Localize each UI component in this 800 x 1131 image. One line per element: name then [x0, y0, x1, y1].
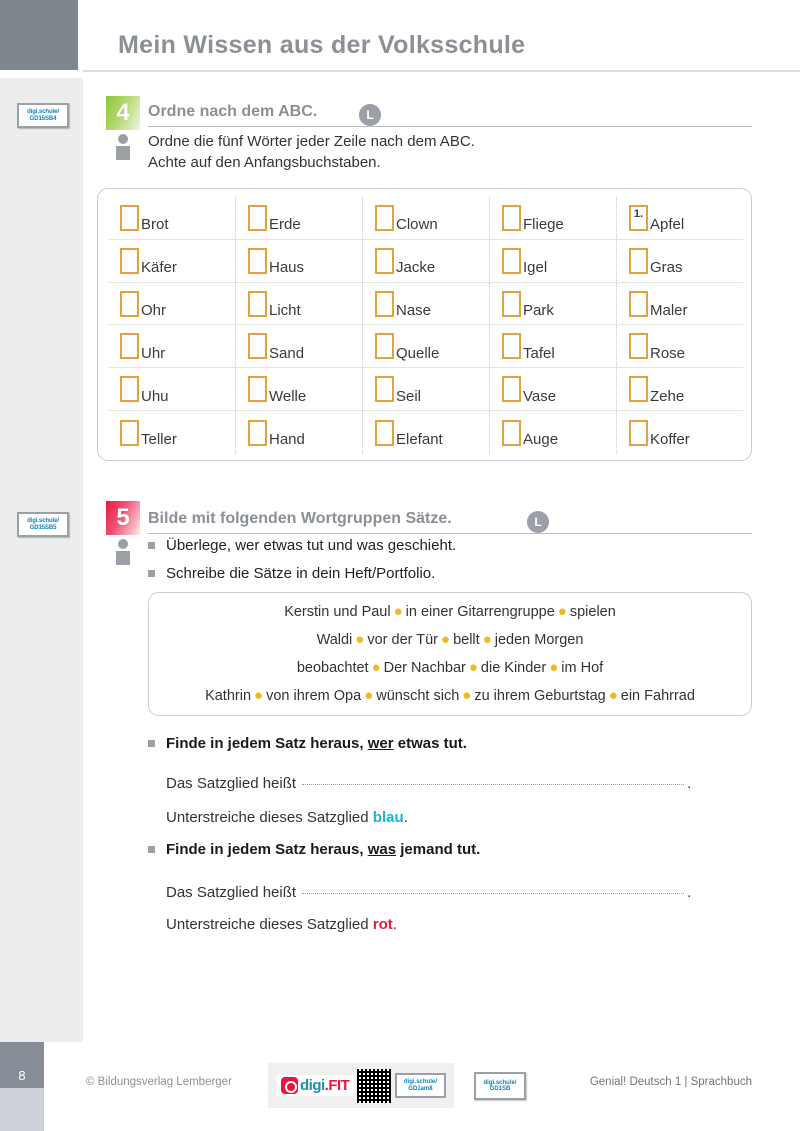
word-cell	[235, 283, 362, 326]
word-group-separator-icon: ●	[371, 659, 381, 676]
word-group: bellt	[453, 632, 480, 648]
word-cell	[108, 368, 235, 411]
word-order-box[interactable]	[629, 333, 648, 359]
exercise-5-bullet-2	[148, 565, 435, 582]
word-label: Tafel	[523, 344, 555, 362]
word-label: Ohr	[141, 302, 167, 320]
word-group-separator-icon: ●	[482, 631, 492, 648]
word-cell	[235, 368, 362, 411]
digifit-tag[interactable]	[395, 1073, 446, 1098]
task-was-answer-input[interactable]	[302, 893, 684, 894]
word-cell	[616, 411, 743, 454]
word-group-separator-icon: ●	[254, 687, 264, 704]
word-cell	[362, 283, 489, 326]
footer-copyright: © Bildungsverlag Lemberger	[86, 1076, 232, 1088]
bullet-square-icon	[148, 542, 155, 549]
word-order-box[interactable]	[375, 291, 394, 317]
task-wer-answer-row	[166, 775, 691, 792]
sentence-groups-panel	[148, 592, 752, 716]
exercise-4-instruction-2: Achte auf den Anfangsbuchstaben.	[148, 154, 381, 171]
word-cell	[489, 197, 616, 240]
word-label: Brot	[141, 216, 169, 234]
task-was-answer-label: Das Satzglied heißt	[166, 884, 297, 901]
word-label: Käfer	[141, 259, 177, 277]
word-order-box[interactable]	[375, 420, 394, 446]
word-label: Haus	[269, 259, 305, 277]
bullet-square-icon	[148, 570, 155, 577]
word-label: Auge	[523, 431, 559, 449]
word-label: Vase	[523, 387, 557, 405]
task-wer-underline-note: Unterstreiche dieses Satzglied blau.	[166, 809, 408, 826]
word-order-box[interactable]	[502, 376, 521, 402]
word-cell	[108, 411, 235, 454]
word-group: vor der Tür	[367, 632, 439, 648]
word-order-box[interactable]	[248, 333, 267, 359]
word-label: Elefant	[396, 431, 443, 449]
task-was-answer-row	[166, 884, 691, 901]
word-table-grid	[108, 197, 743, 454]
person-icon-exercise-4	[113, 134, 133, 160]
word-group-separator-icon: ●	[608, 687, 618, 704]
word-cell	[616, 368, 743, 411]
word-group: in einer Gitarrengruppe	[405, 604, 555, 620]
word-group-separator-icon: ●	[364, 687, 374, 704]
word-label: Jacke	[396, 259, 436, 277]
left-sidebar	[0, 78, 83, 1042]
word-group: wünscht sich	[376, 688, 460, 704]
task-was-answer-period: .	[687, 884, 692, 901]
bullet-square-icon	[148, 740, 155, 747]
word-group: zu ihrem Geburtstag	[474, 688, 606, 704]
side-tag-line1: digi.schule/	[27, 109, 59, 116]
word-order-box[interactable]	[120, 291, 139, 317]
exercise-4-badge	[106, 96, 140, 130]
sentence-line	[317, 626, 584, 654]
sentence-line	[205, 682, 695, 710]
word-group-separator-icon: ●	[462, 687, 472, 704]
word-order-box[interactable]	[120, 376, 139, 402]
word-label: Uhr	[141, 344, 166, 362]
word-cell	[108, 325, 235, 368]
word-order-box[interactable]	[120, 333, 139, 359]
word-label: Rose	[650, 344, 686, 362]
word-cell	[489, 325, 616, 368]
word-order-box[interactable]	[375, 376, 394, 402]
word-order-box[interactable]	[629, 205, 648, 231]
word-cell	[108, 240, 235, 283]
word-cell	[235, 325, 362, 368]
digifit-logo	[276, 1075, 354, 1096]
exercise-4-heading: Ordne nach dem ABC.	[148, 103, 318, 120]
word-order-box[interactable]	[502, 248, 521, 274]
word-order-box[interactable]	[629, 376, 648, 402]
digifit-tag-line2: GD1am8	[408, 1085, 433, 1092]
word-cell	[616, 197, 743, 240]
digifit-logo-text: digi.FIT	[300, 1077, 350, 1094]
word-order-box[interactable]	[248, 248, 267, 274]
exercise-4-rule	[148, 126, 752, 127]
word-group-separator-icon: ●	[549, 659, 559, 676]
word-label: Teller	[141, 431, 177, 449]
word-order-box[interactable]	[502, 291, 521, 317]
word-label: Park	[523, 302, 554, 320]
word-cell	[362, 411, 489, 454]
task-wer-keyword: wer	[367, 735, 394, 752]
word-order-box[interactable]	[375, 248, 394, 274]
sentence-line	[297, 654, 603, 682]
color-word-rot: rot	[372, 916, 393, 933]
word-label: Sand	[269, 344, 305, 362]
color-word-blau: blau	[372, 809, 404, 826]
word-group: Waldi	[316, 632, 353, 648]
word-label: Clown	[396, 216, 438, 234]
footer-tag-line2: GD1SB	[489, 1086, 511, 1092]
word-label: Erde	[269, 216, 301, 234]
task-was-keyword: was	[367, 841, 397, 858]
bullet-label: Überlege, wer etwas tut und was geschieht.	[166, 537, 457, 554]
task-wer-answer-input[interactable]	[302, 784, 684, 785]
word-label: Apfel	[650, 216, 685, 234]
side-tag-exercise-4[interactable]	[17, 103, 69, 128]
task-was-prompt	[148, 841, 480, 858]
word-group-separator-icon: ●	[355, 631, 365, 648]
word-order-box[interactable]	[502, 205, 521, 231]
word-group: Kerstin und Paul	[284, 604, 391, 620]
task-wer-prompt	[148, 735, 467, 752]
sentence-line	[284, 598, 616, 626]
word-order-box[interactable]	[629, 291, 648, 317]
word-group-separator-icon: ●	[557, 603, 567, 620]
word-label: Welle	[269, 387, 307, 405]
digifit-promo-box[interactable]	[268, 1063, 454, 1108]
word-order-box[interactable]	[502, 333, 521, 359]
word-cell	[235, 240, 362, 283]
bullet-square-icon	[148, 846, 155, 853]
word-order-box[interactable]	[629, 248, 648, 274]
word-table-panel	[97, 188, 752, 461]
word-cell	[235, 411, 362, 454]
word-cell	[489, 240, 616, 283]
word-cell	[362, 368, 489, 411]
side-tag-exercise-5[interactable]	[17, 512, 69, 537]
word-cell	[362, 240, 489, 283]
word-group: beobachtet	[296, 660, 369, 676]
word-order-box[interactable]	[248, 291, 267, 317]
word-order-box[interactable]	[629, 420, 648, 446]
side-tag-line2: GD15SB5	[29, 524, 57, 531]
word-cell	[489, 368, 616, 411]
word-group: jeden Morgen	[494, 632, 584, 648]
task-wer-answer-period: .	[687, 775, 692, 792]
word-cell	[616, 240, 743, 283]
word-group: spielen	[569, 604, 616, 620]
word-label: Uhu	[141, 387, 169, 405]
word-order-box[interactable]	[120, 205, 139, 231]
word-label: Maler	[650, 302, 688, 320]
word-label: Nase	[396, 302, 432, 320]
digifit-tag-line1: digi.schule/	[403, 1079, 437, 1086]
task-wer-answer-label: Das Satzglied heißt	[166, 775, 297, 792]
exercise-5-bullet-1	[148, 537, 456, 554]
word-label: Licht	[269, 302, 301, 320]
level-badge-exercise-5: L	[527, 511, 549, 533]
word-order-box[interactable]	[248, 205, 267, 231]
word-label: Zehe	[650, 387, 685, 405]
word-label: Gras	[650, 259, 683, 277]
word-label: Hand	[269, 431, 305, 449]
word-order-box[interactable]	[120, 420, 139, 446]
word-order-box[interactable]	[375, 205, 394, 231]
exercise-5-number: 5	[116, 504, 130, 531]
word-cell	[108, 197, 235, 240]
word-label: Quelle	[396, 344, 440, 362]
word-label: Igel	[523, 259, 548, 277]
word-order-prefill: 1.	[633, 207, 644, 220]
word-group: Kathrin	[205, 688, 252, 704]
exercise-5-rule	[148, 533, 752, 534]
level-badge-exercise-4: L	[359, 104, 381, 126]
word-group: die Kinder	[480, 660, 547, 676]
word-group: Der Nachbar	[383, 660, 466, 676]
word-cell	[616, 325, 743, 368]
word-cell	[489, 283, 616, 326]
word-label: Fliege	[523, 216, 564, 234]
page-footer-block	[0, 1088, 44, 1131]
word-group: ein Fahrrad	[620, 688, 695, 704]
word-cell	[616, 283, 743, 326]
word-order-box[interactable]	[502, 420, 521, 446]
word-group: von ihrem Opa	[266, 688, 362, 704]
word-order-box[interactable]	[375, 333, 394, 359]
word-order-box[interactable]	[248, 376, 267, 402]
header-divider	[83, 70, 800, 72]
word-cell	[362, 197, 489, 240]
exercise-5-heading: Bilde mit folgenden Wortgruppen Sätze.	[148, 510, 452, 527]
word-cell	[108, 283, 235, 326]
person-icon-exercise-5	[113, 539, 133, 565]
word-group-separator-icon: ●	[468, 659, 478, 676]
word-order-box[interactable]	[120, 248, 139, 274]
word-cell	[489, 411, 616, 454]
task-wer-prompt-text: Finde in jedem Satz heraus, wer etwas tut.	[166, 735, 467, 752]
word-group: im Hof	[561, 660, 604, 676]
side-tag-line1: digi.schule/	[27, 518, 59, 525]
exercise-4-instruction-1: Ordne die fünf Wörter jeder Zeile nach dem ABC.	[148, 133, 475, 150]
word-order-box[interactable]	[248, 420, 267, 446]
footer-book-title: Genial! Deutsch 1 | Sprachbuch	[589, 1076, 752, 1088]
word-label: Seil	[396, 387, 422, 405]
side-tag-line2: GD15SB4	[29, 115, 57, 122]
page-title: Mein Wissen aus der Volksschule	[118, 31, 526, 59]
word-group-separator-icon: ●	[441, 631, 451, 648]
exercise-4-number: 4	[116, 99, 130, 126]
header-accent-block	[0, 0, 78, 70]
footer-side-tag[interactable]	[474, 1072, 526, 1100]
task-was-underline-note: Unterstreiche dieses Satzglied rot.	[166, 916, 397, 933]
word-label: Koffer	[650, 431, 690, 449]
page-number: 8	[18, 1068, 26, 1083]
bullet-label: Schreibe die Sätze in dein Heft/Portfolio.	[166, 565, 436, 582]
word-cell	[362, 325, 489, 368]
word-cell	[235, 197, 362, 240]
task-was-prompt-text: Finde in jedem Satz heraus, was jemand tut.	[166, 841, 481, 858]
footer-tag-line1: digi.schule/	[483, 1079, 517, 1086]
exercise-5-badge	[106, 501, 140, 535]
digifit-mark-icon	[281, 1077, 298, 1094]
word-group-separator-icon: ●	[393, 603, 403, 620]
qr-code-icon[interactable]	[357, 1069, 390, 1103]
